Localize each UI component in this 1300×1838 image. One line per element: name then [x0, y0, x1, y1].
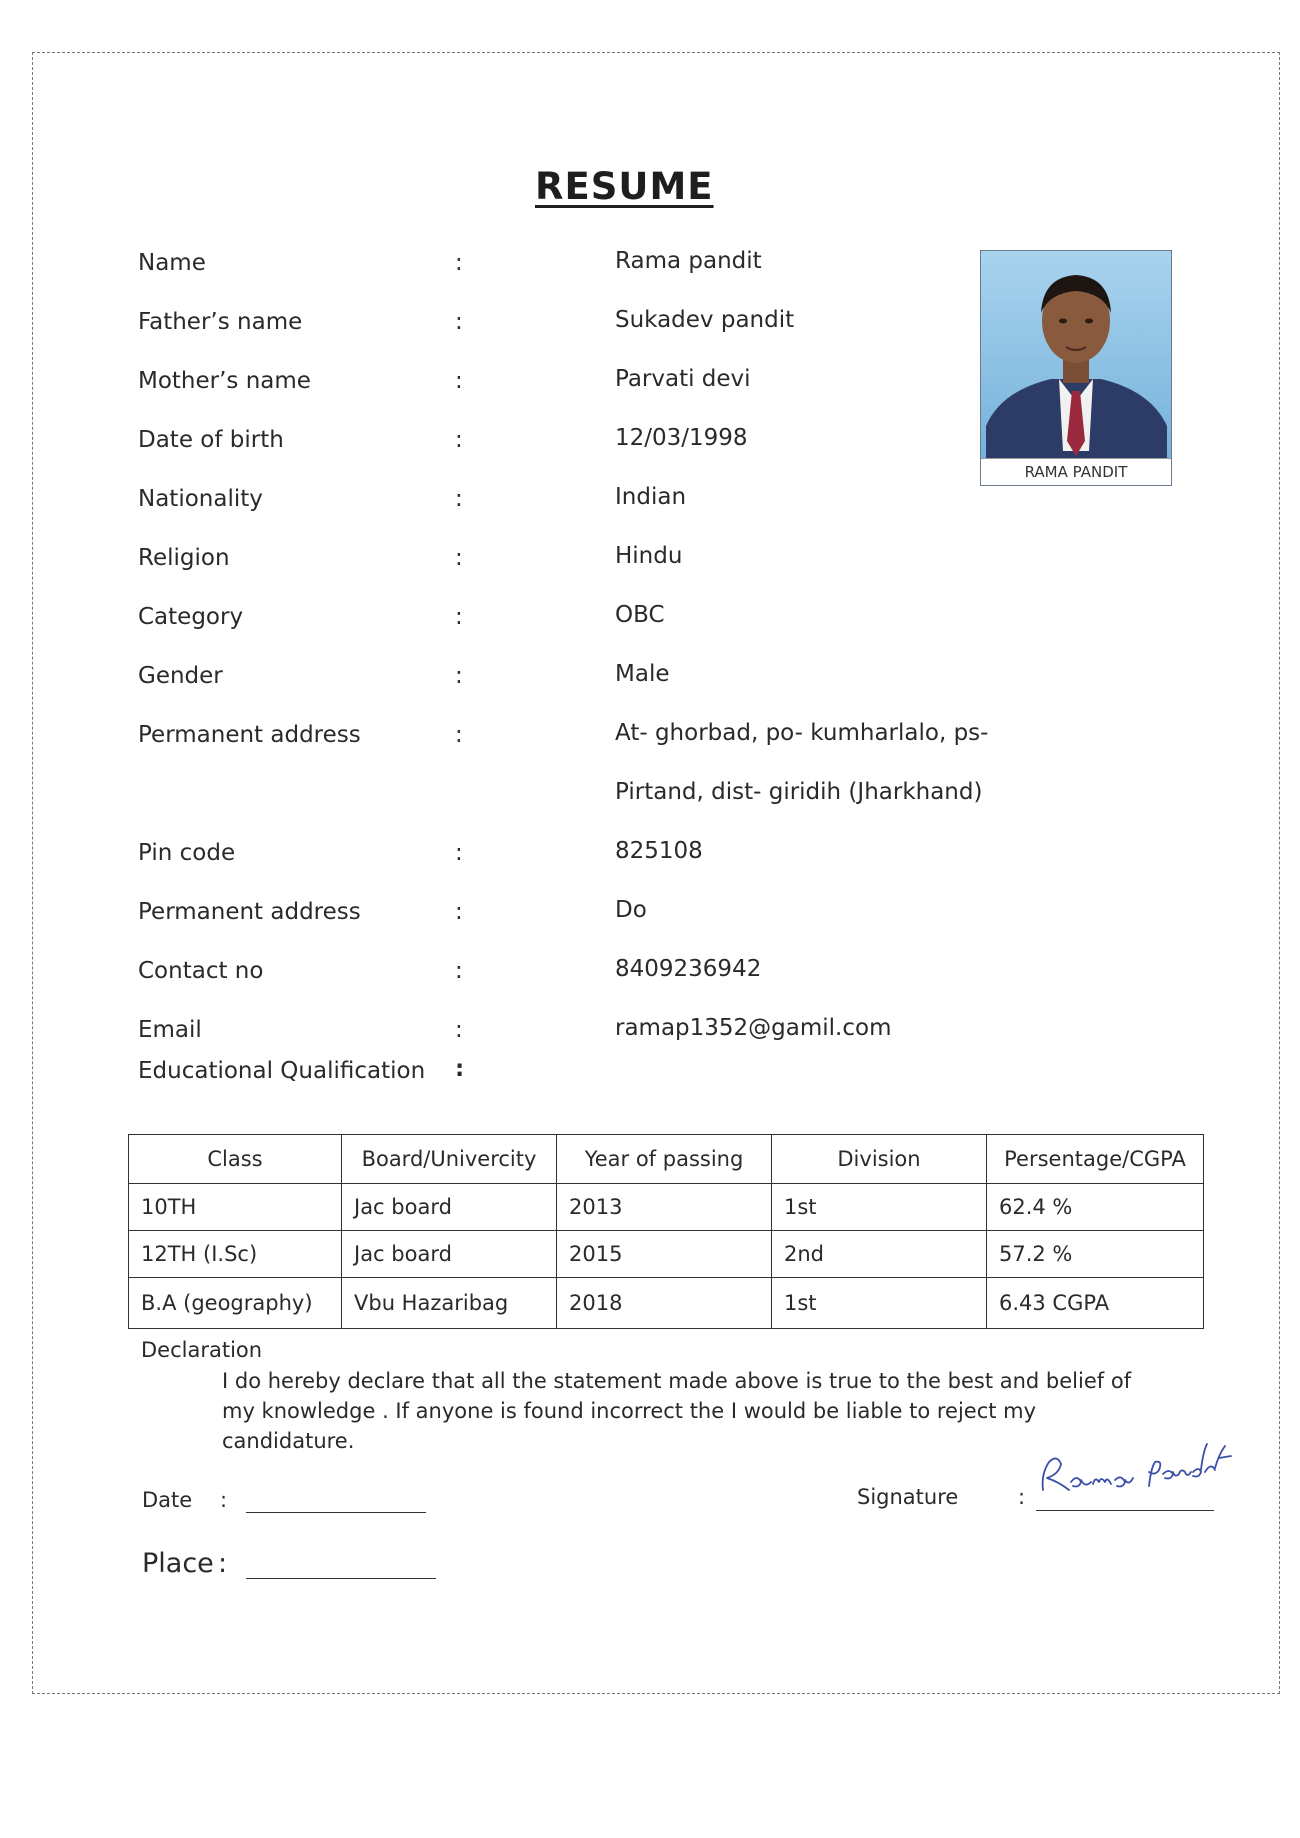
table-cell: 2018: [557, 1278, 772, 1329]
colon: :: [455, 309, 463, 335]
colon: :: [455, 663, 463, 689]
colon: :: [455, 840, 463, 866]
table-cell: 10TH: [129, 1184, 342, 1231]
colon: :: [455, 427, 463, 453]
table-cell: 12TH (I.Sc): [129, 1231, 342, 1278]
place-line: [246, 1556, 436, 1579]
field-value-religion: Hindu: [615, 543, 683, 569]
colon: :: [455, 486, 463, 512]
field-label-email: Email: [138, 1017, 202, 1043]
colon: :: [220, 1488, 228, 1512]
colon: :: [455, 368, 463, 394]
field-value-permanent-address-2: Do: [615, 897, 647, 923]
field-label-educational-qualification: Educational Qualification: [138, 1058, 426, 1084]
field-value-mothers-name: Parvati devi: [615, 366, 751, 392]
field-value-contact-no: 8409236942: [615, 956, 762, 982]
column-header: Persentage/CGPA: [987, 1135, 1204, 1184]
colon: :: [455, 722, 463, 748]
field-value-email: ramap1352@gamil.com: [615, 1015, 892, 1041]
table-cell: 2013: [557, 1184, 772, 1231]
table-cell: Jac board: [342, 1231, 557, 1278]
colon: :: [455, 250, 463, 276]
table-header-row: [129, 1135, 1204, 1184]
photo-caption: RAMA PANDIT: [981, 458, 1171, 485]
column-header: Year of passing: [557, 1135, 772, 1184]
table-cell: 1st: [772, 1184, 987, 1231]
colon: :: [455, 958, 463, 984]
table-cell: 2015: [557, 1231, 772, 1278]
table-cell: Jac board: [342, 1184, 557, 1231]
column-header: Division: [772, 1135, 987, 1184]
colon: :: [455, 604, 463, 630]
table-row: [129, 1278, 1204, 1329]
colon: :: [455, 545, 463, 571]
handwritten-signature: [1035, 1432, 1245, 1504]
education-table: [128, 1134, 1204, 1329]
field-value-pin-code: 825108: [615, 838, 703, 864]
field-label-permanent-address: Permanent address: [138, 722, 361, 748]
table-cell: 6.43 CGPA: [987, 1278, 1204, 1329]
table-cell: B.A (geography): [129, 1278, 342, 1329]
date-line: [246, 1494, 426, 1513]
table-cell: 62.4 %: [987, 1184, 1204, 1231]
signature-label: Signature: [857, 1485, 959, 1509]
field-label-category: Category: [138, 604, 244, 630]
field-label-nationality: Nationality: [138, 486, 263, 512]
profile-photo: [980, 250, 1172, 486]
colon: :: [1018, 1485, 1026, 1509]
field-label-permanent-address-2: Permanent address: [138, 899, 361, 925]
field-value-permanent-address-line2: Pirtand, dist- giridih (Jharkhand): [615, 779, 983, 805]
field-value-permanent-address: At- ghorbad, po- kumharlalo, ps-: [615, 720, 989, 746]
colon: :: [455, 1056, 465, 1082]
colon: :: [455, 1017, 463, 1043]
table-cell: 2nd: [772, 1231, 987, 1278]
portrait-image: [981, 251, 1171, 485]
field-label-fathers-name: Father’s name: [138, 309, 303, 335]
field-value-gender: Male: [615, 661, 670, 687]
field-label-gender: Gender: [138, 663, 223, 689]
date-label: Date: [142, 1488, 193, 1512]
field-label-pin-code: Pin code: [138, 840, 236, 866]
column-header: Class: [129, 1135, 342, 1184]
table-cell: Vbu Hazaribag: [342, 1278, 557, 1329]
table-cell: 1st: [772, 1278, 987, 1329]
table-row: [129, 1184, 1204, 1231]
field-value-fathers-name: Sukadev pandit: [615, 307, 795, 333]
field-label-name: Name: [138, 250, 206, 276]
column-header: Board/Univercity: [342, 1135, 557, 1184]
field-value-date-of-birth: 12/03/1998: [615, 425, 748, 451]
field-label-mothers-name: Mother’s name: [138, 368, 311, 394]
field-label-date-of-birth: Date of birth: [138, 427, 284, 453]
declaration-text: I do hereby declare that all the statement made above is true to the best and belief of my knowledge . If anyone is found incorrect the I would be liable to reject my candidature.: [222, 1369, 1132, 1453]
field-value-category: OBC: [615, 602, 665, 628]
place-label: Place: [142, 1548, 214, 1579]
signature-mark: [1035, 1432, 1245, 1500]
field-label-contact-no: Contact no: [138, 958, 264, 984]
field-label-religion: Religion: [138, 545, 230, 571]
colon: :: [455, 899, 463, 925]
table-row: [129, 1231, 1204, 1278]
document-title: RESUME: [535, 165, 714, 208]
field-value-nationality: Indian: [615, 484, 687, 510]
colon: :: [218, 1548, 228, 1579]
field-value-name: Rama pandit: [615, 248, 762, 274]
table-cell: 57.2 %: [987, 1231, 1204, 1278]
declaration-heading: Declaration: [141, 1338, 263, 1362]
